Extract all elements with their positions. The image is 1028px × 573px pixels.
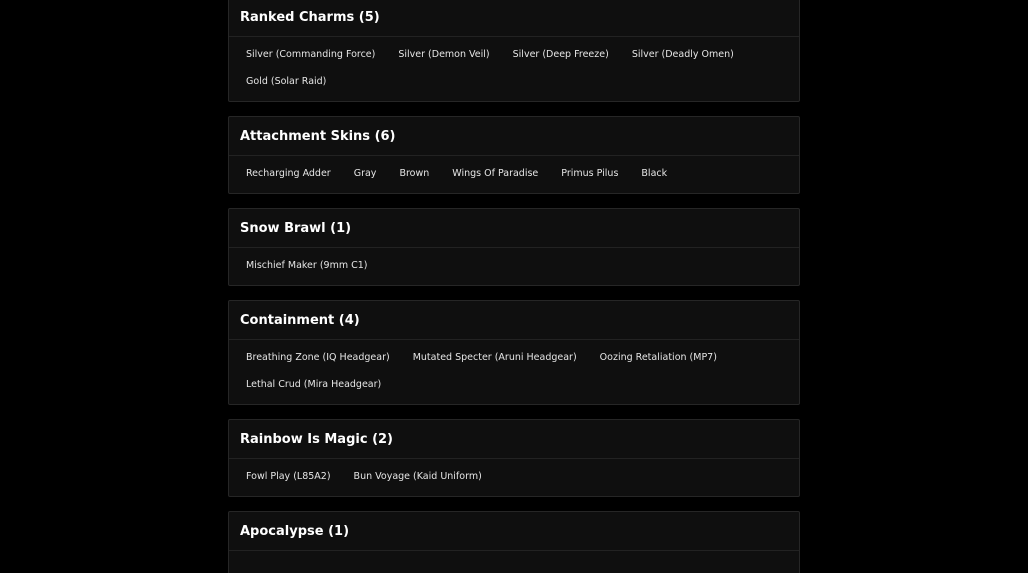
item-chip[interactable]: Silver (Deep Freeze) bbox=[512, 49, 609, 60]
item-chip[interactable]: Lethal Crud (Mira Headgear) bbox=[246, 379, 382, 390]
collection-section bbox=[228, 419, 800, 497]
collection-section bbox=[228, 208, 800, 286]
section-title: Apocalypse (1) bbox=[240, 523, 350, 539]
section-items bbox=[229, 37, 799, 101]
item-chip[interactable]: Fowl Play (L85A2) bbox=[246, 471, 331, 482]
item-chip[interactable]: Gray bbox=[353, 168, 377, 179]
collection-section bbox=[228, 300, 800, 405]
section-title: Snow Brawl (1) bbox=[240, 220, 352, 236]
item-chip[interactable]: Recharging Adder bbox=[246, 168, 331, 179]
item-chip[interactable]: Primus Pilus bbox=[561, 168, 619, 179]
item-chip[interactable]: Wings Of Paradise bbox=[452, 168, 539, 179]
section-header[interactable] bbox=[229, 209, 799, 248]
collection-section bbox=[228, 0, 800, 102]
item-chip[interactable]: Silver (Demon Veil) bbox=[398, 49, 490, 60]
collection-section bbox=[228, 511, 800, 573]
section-header[interactable] bbox=[229, 117, 799, 156]
item-chip[interactable]: Mischief Maker (9mm C1) bbox=[246, 260, 368, 271]
section-header[interactable] bbox=[229, 420, 799, 459]
section-header[interactable] bbox=[229, 512, 799, 551]
section-list bbox=[228, 0, 800, 573]
item-chip[interactable]: Brown bbox=[399, 168, 430, 179]
section-title: Attachment Skins (6) bbox=[240, 128, 396, 144]
section-items bbox=[229, 459, 799, 496]
section-title: Containment (4) bbox=[240, 312, 360, 328]
collection-section bbox=[228, 116, 800, 194]
item-chip[interactable]: Silver (Deadly Omen) bbox=[631, 49, 734, 60]
section-title: Ranked Charms (5) bbox=[240, 9, 380, 25]
section-header[interactable] bbox=[229, 301, 799, 340]
section-title: Rainbow Is Magic (2) bbox=[240, 431, 393, 447]
section-items bbox=[229, 156, 799, 193]
item-chip[interactable]: Bun Voyage (Kaid Uniform) bbox=[353, 471, 482, 482]
item-chip[interactable]: Black bbox=[641, 168, 668, 179]
item-chip[interactable]: Gold (Solar Raid) bbox=[246, 76, 327, 87]
section-items bbox=[229, 551, 799, 573]
item-chip[interactable]: Mutated Specter (Aruni Headgear) bbox=[412, 352, 577, 363]
item-chip[interactable]: Breathing Zone (IQ Headgear) bbox=[246, 352, 390, 363]
item-chip[interactable]: Oozing Retaliation (MP7) bbox=[599, 352, 717, 363]
item-chip[interactable]: Silver (Commanding Force) bbox=[246, 49, 376, 60]
section-items bbox=[229, 340, 799, 404]
section-items bbox=[229, 248, 799, 285]
section-header[interactable] bbox=[229, 0, 799, 37]
